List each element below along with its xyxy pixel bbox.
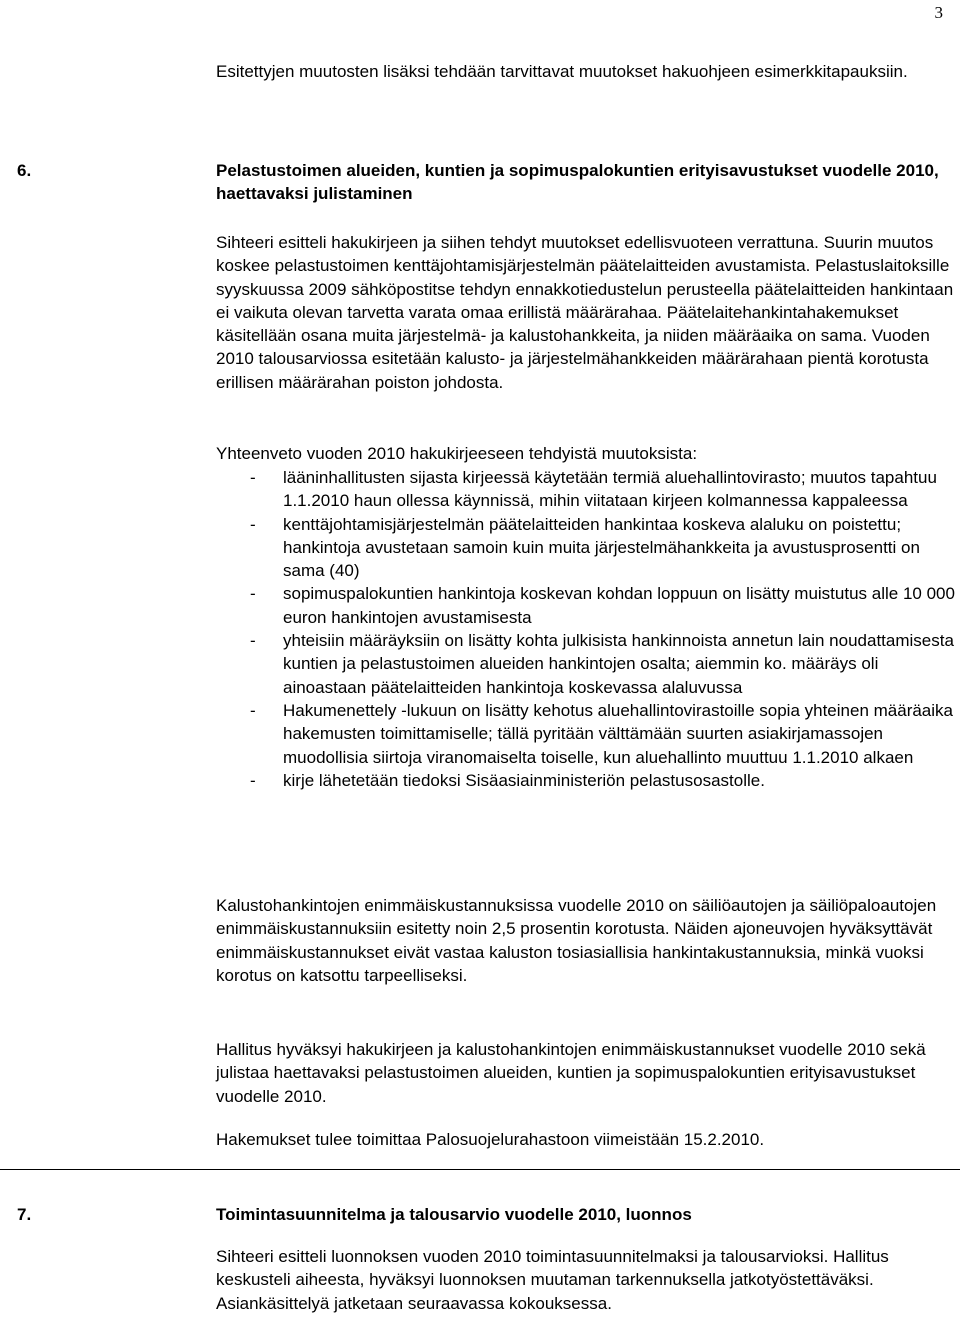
summary-item-1-text: lääninhallitusten sijasta kirjeessä käytetään termiä aluehallintovirasto; muutos tapahtuu 1.1.2010 haun ollessa käynnissä, mihin viitataan kirjeen kolmannessa kappaleessa: [283, 468, 937, 511]
summary-intro: Yhteenveto vuoden 2010 hakukirjeeseen tehdyistä muutoksista:: [216, 444, 698, 463]
page-number: 3: [934, 3, 943, 22]
summary-item-1: [216, 466, 956, 513]
intro-paragraph: Esitettyjen muutosten lisäksi tehdään tarvittavat muutokset hakuohjeen esimerkkitapauksiin.: [216, 62, 908, 81]
summary-item-2: [216, 513, 956, 583]
section-6-paragraph-2: Kalustohankintojen enimmäiskustannuksissa vuodelle 2010 on säiliöautojen ja säiliöpaloautojen enimmäiskustannuksiin esitetty noin 2,5 prosentin korotusta. Näiden ajoneuvojen hyväksyttävät enimmäiskustannukset eivät vastaa kaluston tosiasiallisia hankintakustannuksia, minkä vuoksi korotus on katsottu tarpeelliseksi.: [216, 896, 937, 985]
summary-item-5-text: Hakumenettely -lukuun on lisätty kehotus aluehallintovirastoille sopia yhteinen määräaika hakemusten toimittamiselle; tällä pyritään välttämään suurten asiakirjamassojen muodollisia siirtoja viranomaiselta toiselle, kun aluehallinto muuttuu 1.1.2010 alkaen: [283, 700, 953, 767]
summary-item-4-text: yhteisiin määräyksiin on lisätty kohta julkisista hankinnoista annetun lain noudattamisesta kuntien ja pelastustoimen alueiden hankintojen osalta; aiemmin ko. määräys oli ainoastaan päätelaitteiden hankintoja koskevassa alaluvussa: [283, 631, 954, 697]
section-6-paragraph: Sihteeri esitteli hakukirjeen ja siihen tehdyt muutokset edellisvuoteen verrattuna. Suurin muutos koskee pelastustoimen kenttäjohtamisjärjestelmän päätelaitteiden avustamista. Pelastuslaitoksille syyskuussa 2009 sähköpostitse tehdyn ennakkotiedustelun perusteella päätelaitteiden hankintaan ei vaikuta olevan tarvetta varata omaa erillistä määrärahaa. Päätelaitehankintahakemukset käsitellään osana muita järjestelmä- ja kalustohankkeita, ja niiden määräaika on sama. Vuoden 2010 talousarviossa esitetään kalusto- ja järjestelmähankkeiden määrärahaan pientä korotusta erillisen määrärahan poiston johdosta.: [216, 233, 954, 392]
summary-item-2-text: kenttäjohtamisjärjestelmän päätelaitteiden hankintaa koskeva alaluku on poistettu; hankintoja avustetaan samoin kuin muita järjestelmähankkeita ja avustusprosentti on sama (40): [283, 514, 920, 581]
section-7-title: Toimintasuunnitelma ja talousarvio vuodelle 2010, luonnos: [216, 1205, 692, 1224]
section-7-number: 7.: [17, 1205, 32, 1224]
summary-item-3-marker: -: [250, 584, 256, 604]
section-6-decision: Hallitus hyväksyi hakukirjeen ja kalustohankintojen enimmäiskustannukset vuodelle 2010 sekä julistaa haettavaksi pelastustoimen alueiden, kuntien ja sopimuspalokuntien erityisavustukset vuodelle 2010.: [216, 1040, 926, 1106]
summary-item-3-text: sopimuspalokuntien hankintoja koskevan kohdan loppuun on lisätty muistutus alle 10 000 euron hankintojen avustamisesta: [283, 584, 955, 627]
summary-item-6-text: kirje lähetetään tiedoksi Sisäasiainministeriön pelastusosastolle.: [283, 770, 765, 790]
summary-item-6: [216, 769, 956, 792]
summary-item-4-marker: -: [250, 631, 256, 651]
section-divider: [0, 1169, 960, 1170]
summary-item-5: [216, 699, 956, 769]
summary-list: [216, 466, 956, 792]
summary-item-4: [216, 629, 956, 699]
section-6-title: Pelastustoimen alueiden, kuntien ja sopimuspalokuntien erityisavustukset vuodelle 2010, haettavaksi julistaminen: [216, 161, 939, 204]
section-6-deadline: Hakemukset tulee toimittaa Palosuojelurahastoon viimeistään 15.2.2010.: [216, 1130, 765, 1149]
summary-item-1-marker: -: [250, 468, 256, 487]
summary-item-3: [216, 582, 956, 629]
section-6-number: 6.: [17, 161, 32, 180]
summary-item-6-marker: -: [250, 770, 256, 790]
section-7-paragraph: Sihteeri esitteli luonnoksen vuoden 2010 toimintasuunnitelmaksi ja talousarvioksi. Hallitus keskusteli aiheesta, hyväksyi luonnoksen muutaman tarkennuksella jatkotyöstettäväksi. Asiankäsittelyä jatketaan seuraavassa kokouksessa.: [216, 1247, 889, 1313]
summary-item-2-marker: -: [250, 514, 256, 534]
summary-item-5-marker: -: [250, 700, 256, 720]
